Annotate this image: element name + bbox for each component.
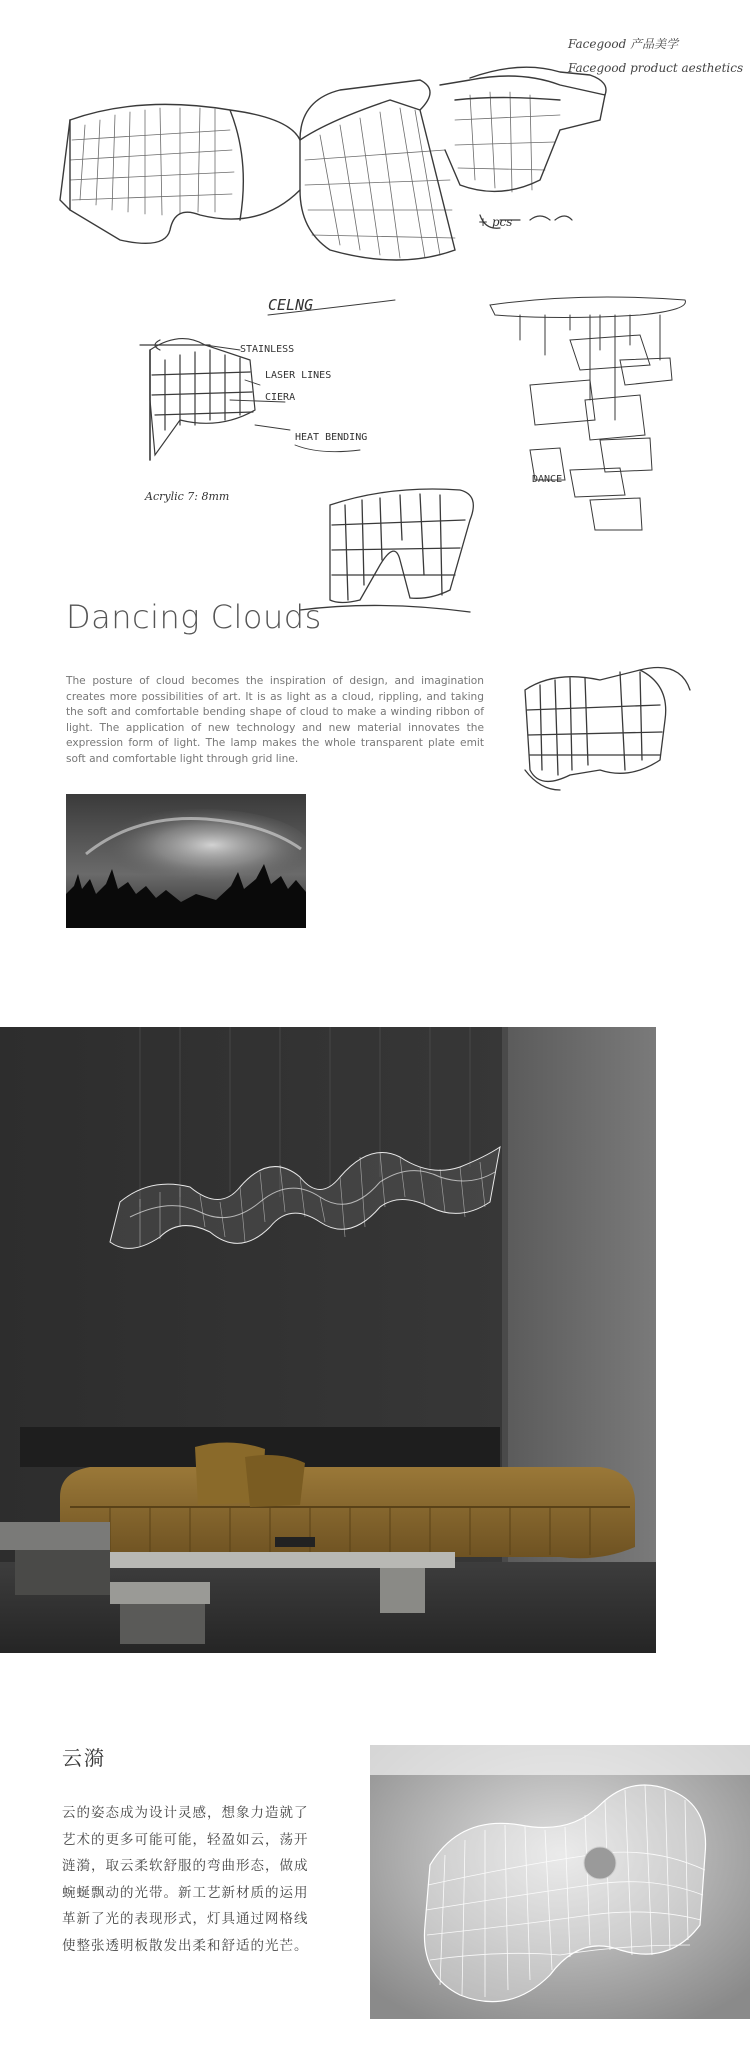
sketch-ribbon-main: [60, 67, 606, 260]
sketch-note-stainless: STAINLESS: [240, 344, 295, 355]
sketch-note-dance: DANCE: [532, 474, 563, 485]
cn-section-body: 云的姿态成为设计灵感，想象力造就了艺术的更多可能可能，轻盈如云，荡开涟漪，取云柔软舒服的弯曲形态，做成蜿蜒飘动的光带。新工艺新材质的运用革新了光的表现形式，灯具通过网格线使整张透明板散发出柔和舒适的光芒。: [62, 1805, 309, 1954]
sketch-note-celng: CELNG: [268, 296, 314, 314]
living-room-scene: [0, 1027, 656, 1653]
sketch-wave-right: [525, 668, 690, 791]
tagline-cn: Facegood 产品美学: [568, 37, 679, 51]
sketch-note-heat: HEAT BENDING: [295, 432, 368, 443]
sketch-ceiling-cluster: [490, 297, 685, 530]
product-description: The posture of cloud becomes the inspiration of design, and imagination creates more possibilities of art. It is as light as a cloud, rippling, and taking the soft and comfortable bending shape of cloud to make a winding ribbon of light. The application of new technology and new material innovates the expression form of light. The lamp makes the whole transparent plate emit soft and comfortable light through grid line.: [66, 675, 484, 765]
product-title: Dancing Clouds: [66, 598, 322, 636]
ceiling-lamp-photo: [370, 1745, 750, 2019]
sketch-note-acrylic: Acrylic 7: 8mm: [145, 490, 230, 503]
tagline-en: Facegood product aesthetics: [568, 61, 744, 75]
sketch-arch: [300, 489, 473, 612]
cn-section-title: 云漪: [62, 1746, 106, 1770]
sketch-note-laser: LASER LINES: [265, 370, 332, 381]
sketch-note-pcs: + pcs: [478, 215, 513, 229]
sketch-note-ciera: CIERA: [265, 392, 296, 403]
sketch-detail: [140, 339, 255, 460]
aurora-photo: [66, 794, 306, 928]
